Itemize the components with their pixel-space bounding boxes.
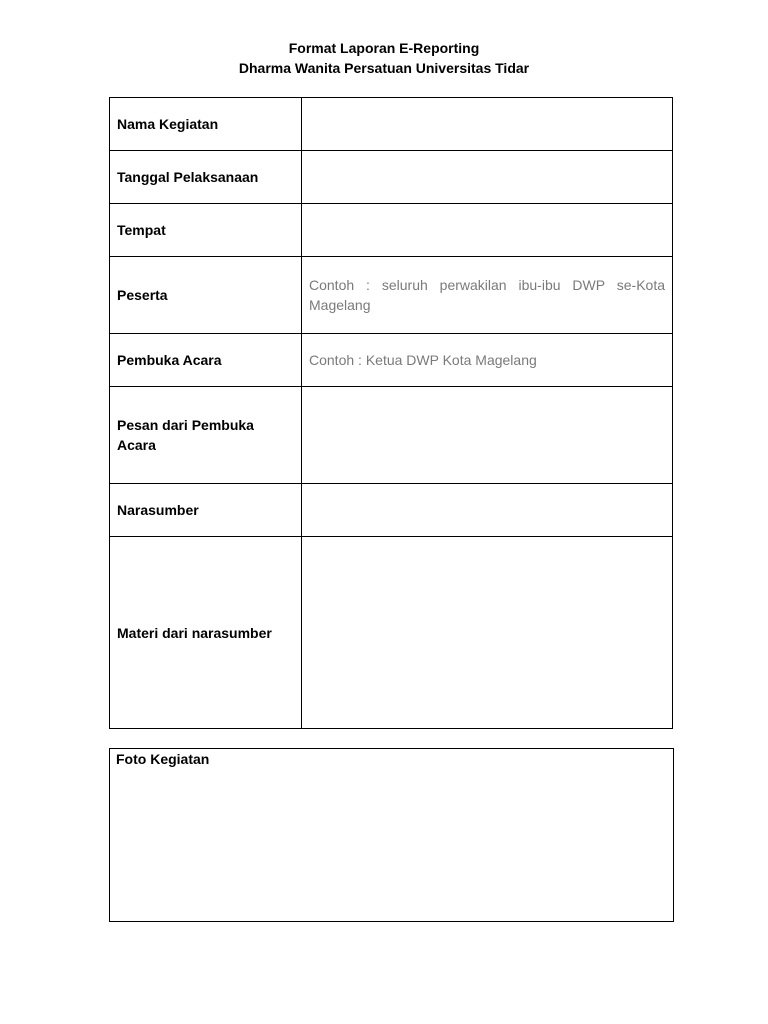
- table-row: [110, 537, 673, 729]
- table-row: [110, 204, 673, 257]
- photo-section-label: Foto Kegiatan: [116, 751, 210, 767]
- field-label-tanggal-pelaksanaan: Tanggal Pelaksanaan: [110, 151, 302, 204]
- field-value-nama-kegiatan[interactable]: [302, 98, 673, 151]
- field-value-materi-narasumber[interactable]: [302, 537, 673, 729]
- field-value-pembuka-acara[interactable]: Contoh : Ketua DWP Kota Magelang: [302, 334, 673, 387]
- field-value-pesan-pembuka[interactable]: [302, 387, 673, 484]
- field-label-tempat: Tempat: [110, 204, 302, 257]
- field-label-nama-kegiatan: Nama Kegiatan: [110, 98, 302, 151]
- field-label-narasumber: Narasumber: [110, 484, 302, 537]
- photo-section-box[interactable]: [109, 748, 674, 922]
- field-label-peserta: Peserta: [110, 257, 302, 334]
- field-value-tempat[interactable]: [302, 204, 673, 257]
- document-title: [0, 38, 768, 78]
- table-row: [110, 334, 673, 387]
- title-line-2: Dharma Wanita Persatuan Universitas Tidar: [238, 60, 530, 76]
- table-row: [110, 98, 673, 151]
- field-value-peserta[interactable]: Contoh : seluruh perwakilan ibu-ibu DWP se-Kota Magelang: [302, 257, 673, 334]
- table-row: [110, 257, 673, 334]
- table-row: [110, 151, 673, 204]
- table-row: [110, 387, 673, 484]
- field-value-tanggal-pelaksanaan[interactable]: [302, 151, 673, 204]
- table-row: [110, 484, 673, 537]
- title-line-1: Format Laporan E-Reporting: [288, 40, 480, 56]
- report-form-table: [109, 97, 673, 729]
- field-value-narasumber[interactable]: [302, 484, 673, 537]
- field-label-pesan-pembuka: Pesan dari Pembuka Acara: [110, 387, 302, 484]
- field-label-materi-narasumber: Materi dari narasumber: [110, 537, 302, 729]
- field-label-pembuka-acara: Pembuka Acara: [110, 334, 302, 387]
